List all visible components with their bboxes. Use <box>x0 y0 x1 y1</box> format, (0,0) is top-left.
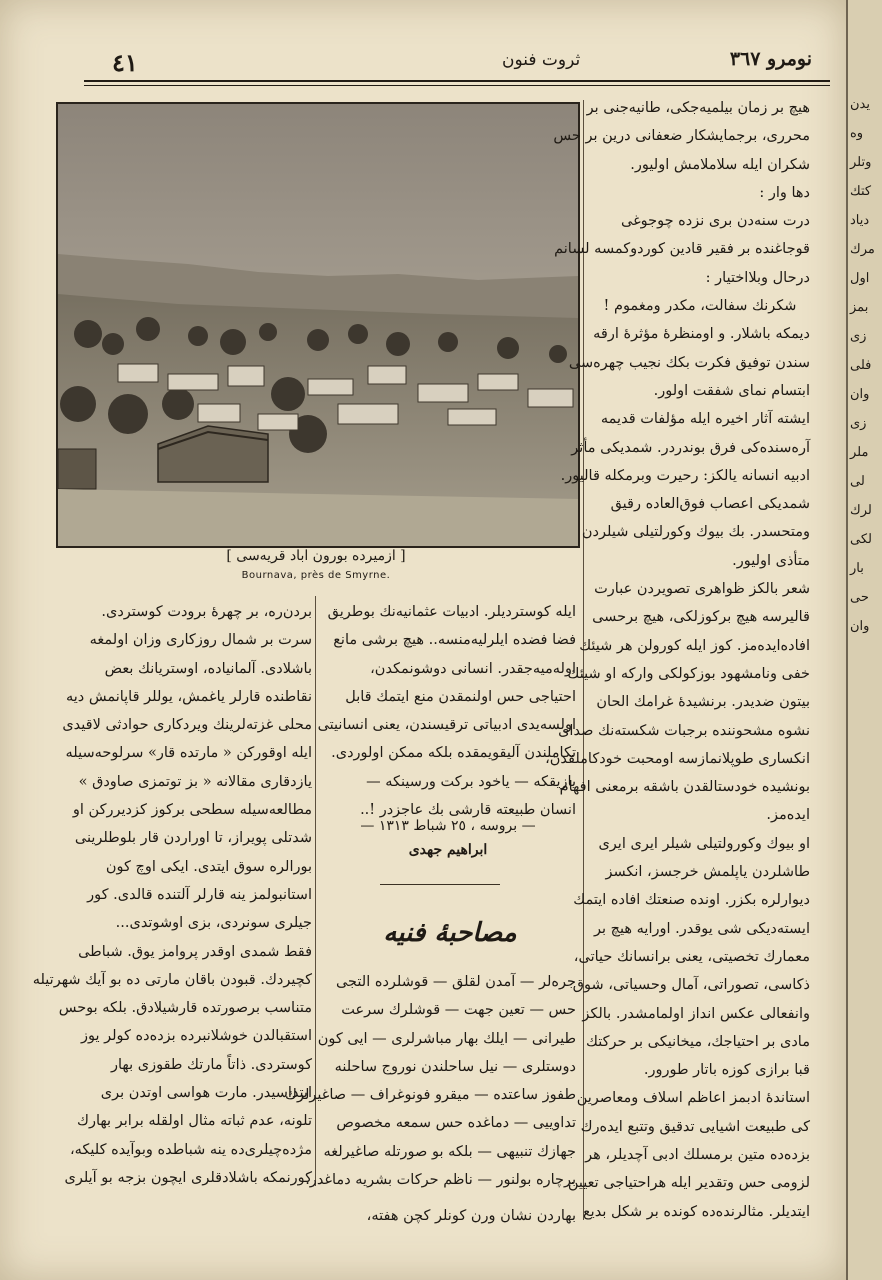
text-line: ومتحسدر. بك بیوك وکورلتیلی شیلردن <box>581 524 810 541</box>
header-rule-thin <box>84 85 830 86</box>
text-line: ایله کوستردیلر. ادبیات عثمانیه‌نك بوطریق <box>327 604 576 620</box>
text-fragment: لی <box>850 474 865 489</box>
text-line: متأذی اولیور. <box>732 552 810 569</box>
text-line: شدتلی پویراز، تا اوراردن قار بلوطلرینی <box>74 830 312 847</box>
text-line: دها وار : <box>759 184 810 201</box>
text-line: استقبالدن خوشلانبرده بزده‌ده کولر یوز <box>80 1028 312 1045</box>
text-fragment: زی <box>850 416 867 431</box>
text-fragment: مرك <box>850 242 875 257</box>
text-line: نشوه مشحوننده برجبات شکسته‌نك صدای <box>558 722 810 739</box>
text-fragment: یدن <box>850 97 870 112</box>
text-line: دیمکه باشلار. و اومنظره‌ٔ مؤثره‌ٔ ارقه‌ <box>593 326 810 343</box>
text-line: بورالره سوق ایتدی. ایکی اوچ کون <box>105 858 312 875</box>
text-line: ابتداسیدر. مارت هواسی اوتدن بری <box>100 1085 312 1102</box>
text-line: کی طبیعت اشیایی تدقیق وتتبع ایده‌رك <box>580 1118 810 1135</box>
text-fragment: وان <box>850 619 870 634</box>
text-line: اوله‌میه‌جقدر. انسانی دوشونمکدن، <box>370 660 576 677</box>
text-fragment: فلی <box>850 358 872 373</box>
text-line: سندن توفیق فکرت بکك نجیب چهره‌سی <box>568 354 810 371</box>
text-fragment: بار <box>850 561 864 576</box>
text-line: ایله اوقورکن « مارتده قار» سرلوحه‌سیله <box>65 745 312 762</box>
text-line: قالیرسه هیچ برکوزلکی، هیچ برحسی <box>592 609 810 626</box>
text-fragment: حی <box>850 590 869 605</box>
text-line: فقط شمدی اوقدر پروامز یوق. شباطی <box>78 943 312 960</box>
text-line: جره‌لر — آمدن لقلق — قوشلرده التجی <box>335 974 576 990</box>
text-line: قبا برازی کوزه باتار طورور. <box>643 1062 810 1079</box>
text-line: درت سنه‌دن بری نزده چوجوغی <box>620 213 810 230</box>
article-column-right <box>545 94 810 1224</box>
text-line: طیرانی — ایلك بهار مباشرلری — ایی کون <box>317 1030 576 1047</box>
journal-title: ثروت فنون <box>502 50 581 70</box>
text-line: آره‌سنده‌کی فرق بوندردر. شمدیکی مأثر <box>571 439 810 456</box>
issue-number: نومرو ٣٦٧ <box>729 48 812 70</box>
text-line: بزده‌ده متین برمسلك ادبی آچدیلر، هر <box>585 1146 810 1163</box>
photo-caption-ottoman: [ ازميرده بورون اباد قريه‌سی ] <box>226 548 406 564</box>
text-line: کوستردی. ذاتاً مارتك طقوزی بهار <box>110 1056 312 1073</box>
text-line: درحال وبلااختیار : <box>705 269 810 286</box>
text-fragment: وه <box>850 126 864 141</box>
text-line: دوستلری — نیل ساحلندن نوروج ساحلنه <box>334 1058 576 1075</box>
village-photograph <box>56 102 580 548</box>
page-number: ٤١ <box>112 48 138 77</box>
text-line: ذکاسی، تصوراتی، آمال وحسیاتی، شوق <box>572 977 810 994</box>
text-fragment: وان <box>850 387 870 402</box>
text-fragment: ملر <box>850 445 869 460</box>
text-line: دیوارلره بکزر. اونده صنعتك افاده ایتمك <box>573 892 810 909</box>
text-line: بهاردن نشان ورن کونلر کچن هفته، <box>366 1208 576 1225</box>
text-line: مطالعه‌سیله سطحی برکوز کزدیررکن او <box>72 802 312 819</box>
text-line: ایشته آثار اخیره ایله مؤلفات قدیمه <box>600 411 810 428</box>
text-line: شمدیکی اعصاب فوق‌العاده رقیق <box>610 496 810 513</box>
text-line: انسان طبیعته قارشی بك عاجزدر !.. <box>360 802 576 819</box>
text-line: شکرنك سفالت، مکدر ومغموم ! <box>603 298 797 315</box>
text-fragment: وتلر <box>850 155 872 170</box>
text-line: شکران ایله سلاملامش اولیور. <box>630 156 810 173</box>
article-column-left <box>32 598 312 1186</box>
text-line: بردن‌ره، بر چهرهٔ برودت کوستردی. <box>101 604 312 620</box>
text-line: فضا فضده ایلرلیه‌منسه.. هیچ برشی مانع <box>333 632 576 649</box>
text-fragment: د‌یاد <box>850 213 870 228</box>
text-line: تکاملندن آلیقویمقده بلکه ممکن اولوردی. <box>331 745 576 762</box>
place-date: — بروسه ، ٢٥ شباط ١٣١٣ — <box>360 818 536 834</box>
text-line: استاندهٔ ادبمز اعاظم اسلاف ومعاصرین <box>576 1090 810 1107</box>
text-line: ایده‌مز. <box>766 807 810 824</box>
text-fragment: اول <box>850 271 870 286</box>
text-line: افاده‌ایده‌مز. کوز ایله کورولن هر شیئك <box>579 637 810 654</box>
text-line: خفی ونامشهود بوزکولکی وارکه او شیئك <box>567 665 810 682</box>
text-line: تلونه، عدم ثباته مثال اولقله برابر بهارك <box>77 1113 312 1130</box>
text-line: نقاطنده قارلر یاغمش، یوللر قاپانمش دیه <box>65 688 312 705</box>
text-line: معمارك تخصیتی، یعنی برانسانك حیاتی، <box>573 948 810 965</box>
section-title: مصاحبهٔ فنیه <box>383 918 517 948</box>
text-line: طفوز ساعتده — میقرو فونوغراف — صاغیرلرك <box>285 1087 576 1104</box>
adjacent-page-text <box>848 0 882 641</box>
text-line: مژده‌چیلری‌ده ینه شباطده وبوآیده کلیکه، <box>69 1141 312 1158</box>
text-line: یازدقاری مقالانه « بز توتمزی صاودق » <box>78 773 312 790</box>
text-fragment: بمز <box>850 300 869 315</box>
text-fragment: کتك <box>850 184 872 199</box>
text-line: متناسب برصورتده قارشیلادق. بلکه بوحس <box>58 1000 312 1017</box>
text-line: ایسته‌دیکی شی یوقدر. اورایه هیچ بر <box>594 920 810 937</box>
text-line: لزومی حس وتقدیر ایله هراحتیاجی تعیین <box>567 1175 810 1192</box>
text-line: کچیردك. قبودن باقان مارتی ده بو آیك شهرتیله <box>32 971 312 988</box>
photo-illustration <box>58 104 578 546</box>
text-line: محرری، برجمایشکار ضعفانی درین بر حس <box>553 128 810 145</box>
text-line: او بیوك وکورولتیلی شیلر ایری ایری <box>598 835 810 852</box>
section-divider <box>380 884 500 885</box>
text-line: کورنمکه باشلادقلری ایچون بزجه بو آیلری <box>64 1169 312 1186</box>
text-line: بونشیده خودستالقدن باشقه برمعنی افهام <box>559 779 810 796</box>
text-line: ایتدیلر. مثالرنده‌ده کونده بر شکل بدیع <box>582 1203 810 1220</box>
text-line: احتیاجی حس اولنمقدن منع ایتمك قابل <box>345 688 576 705</box>
text-line: طاشلردن یاپلمش خرجسز، انکسز <box>605 864 810 881</box>
text-line: باشلادی. آلمانیاده، اوستریانك بعض <box>104 660 312 677</box>
text-fragment: لرك <box>850 503 872 518</box>
text-line: یازیقکه — یاخود برکت ورسینکه — <box>366 773 576 790</box>
text-line: قوجاغنده بر فقیر قادین کوردوکمسه لسانم <box>554 241 810 258</box>
text-line: مادی بر احتیاجك، میخانیکی بر حرکتك <box>585 1033 810 1050</box>
text-line: محلی غزته‌لرینك ویردکاری حوادثی لاقیدی <box>62 717 312 734</box>
text-line: انکساری طوپلانمازسه اومحبت خودکاملقدن، <box>545 750 810 767</box>
author-name: ابراهیم جهدی <box>408 842 488 858</box>
text-line: شعر بالکز ظواهری تصویردن عبارت <box>594 581 810 598</box>
adjacent-page-edge <box>846 0 882 1280</box>
text-line: سرت بر شمال روزکاری وزان اولمغه <box>89 632 312 649</box>
summary-column <box>285 968 576 1225</box>
text-line: اولسه‌یدی ادبیاتی ترقیسندن، یعنی انسانیتی <box>317 717 576 734</box>
text-line: ابتسام نمای شفقت اولور. <box>653 382 810 399</box>
signature-block <box>320 818 576 858</box>
text-line: تداوییی — دماغده حس سمعه مخصوص <box>336 1115 576 1132</box>
text-line: بیتون ضدیدر. برنشیدهٔ غرامك الحان <box>596 694 810 711</box>
text-fragment: زی <box>850 329 867 344</box>
text-line: استانبولمز ینه قارلر آلتنده قالدی. کور <box>87 886 312 903</box>
page-header <box>82 48 812 80</box>
photo-caption-french: Bournava, près de Smyrne. <box>241 570 391 581</box>
text-line: حس — تعین جهت — قوشلرك سرعت <box>341 1002 576 1019</box>
text-line: جیلری سونردی، بزی اوشوتدی... <box>115 915 312 932</box>
text-line: برچاره بولنور — ناظم حرکات بشریه دماغدر. <box>305 1172 576 1189</box>
text-line: جهازك تنبیهی — بلکه بو صورتله صاغیرلغه <box>323 1143 576 1160</box>
text-line: ادبیه انسانه یالکز: رحیرت وبرمکله قالیور. <box>560 467 810 484</box>
text-fragment: لکی <box>850 532 872 547</box>
text-line: هیچ بر زمان بیلمیه‌جکی، طانیه‌جنی بر <box>586 100 810 116</box>
header-rule <box>84 80 830 82</box>
text-line: وانفعالی عکس انداز اولمامشدر. بالکز <box>582 1005 810 1022</box>
